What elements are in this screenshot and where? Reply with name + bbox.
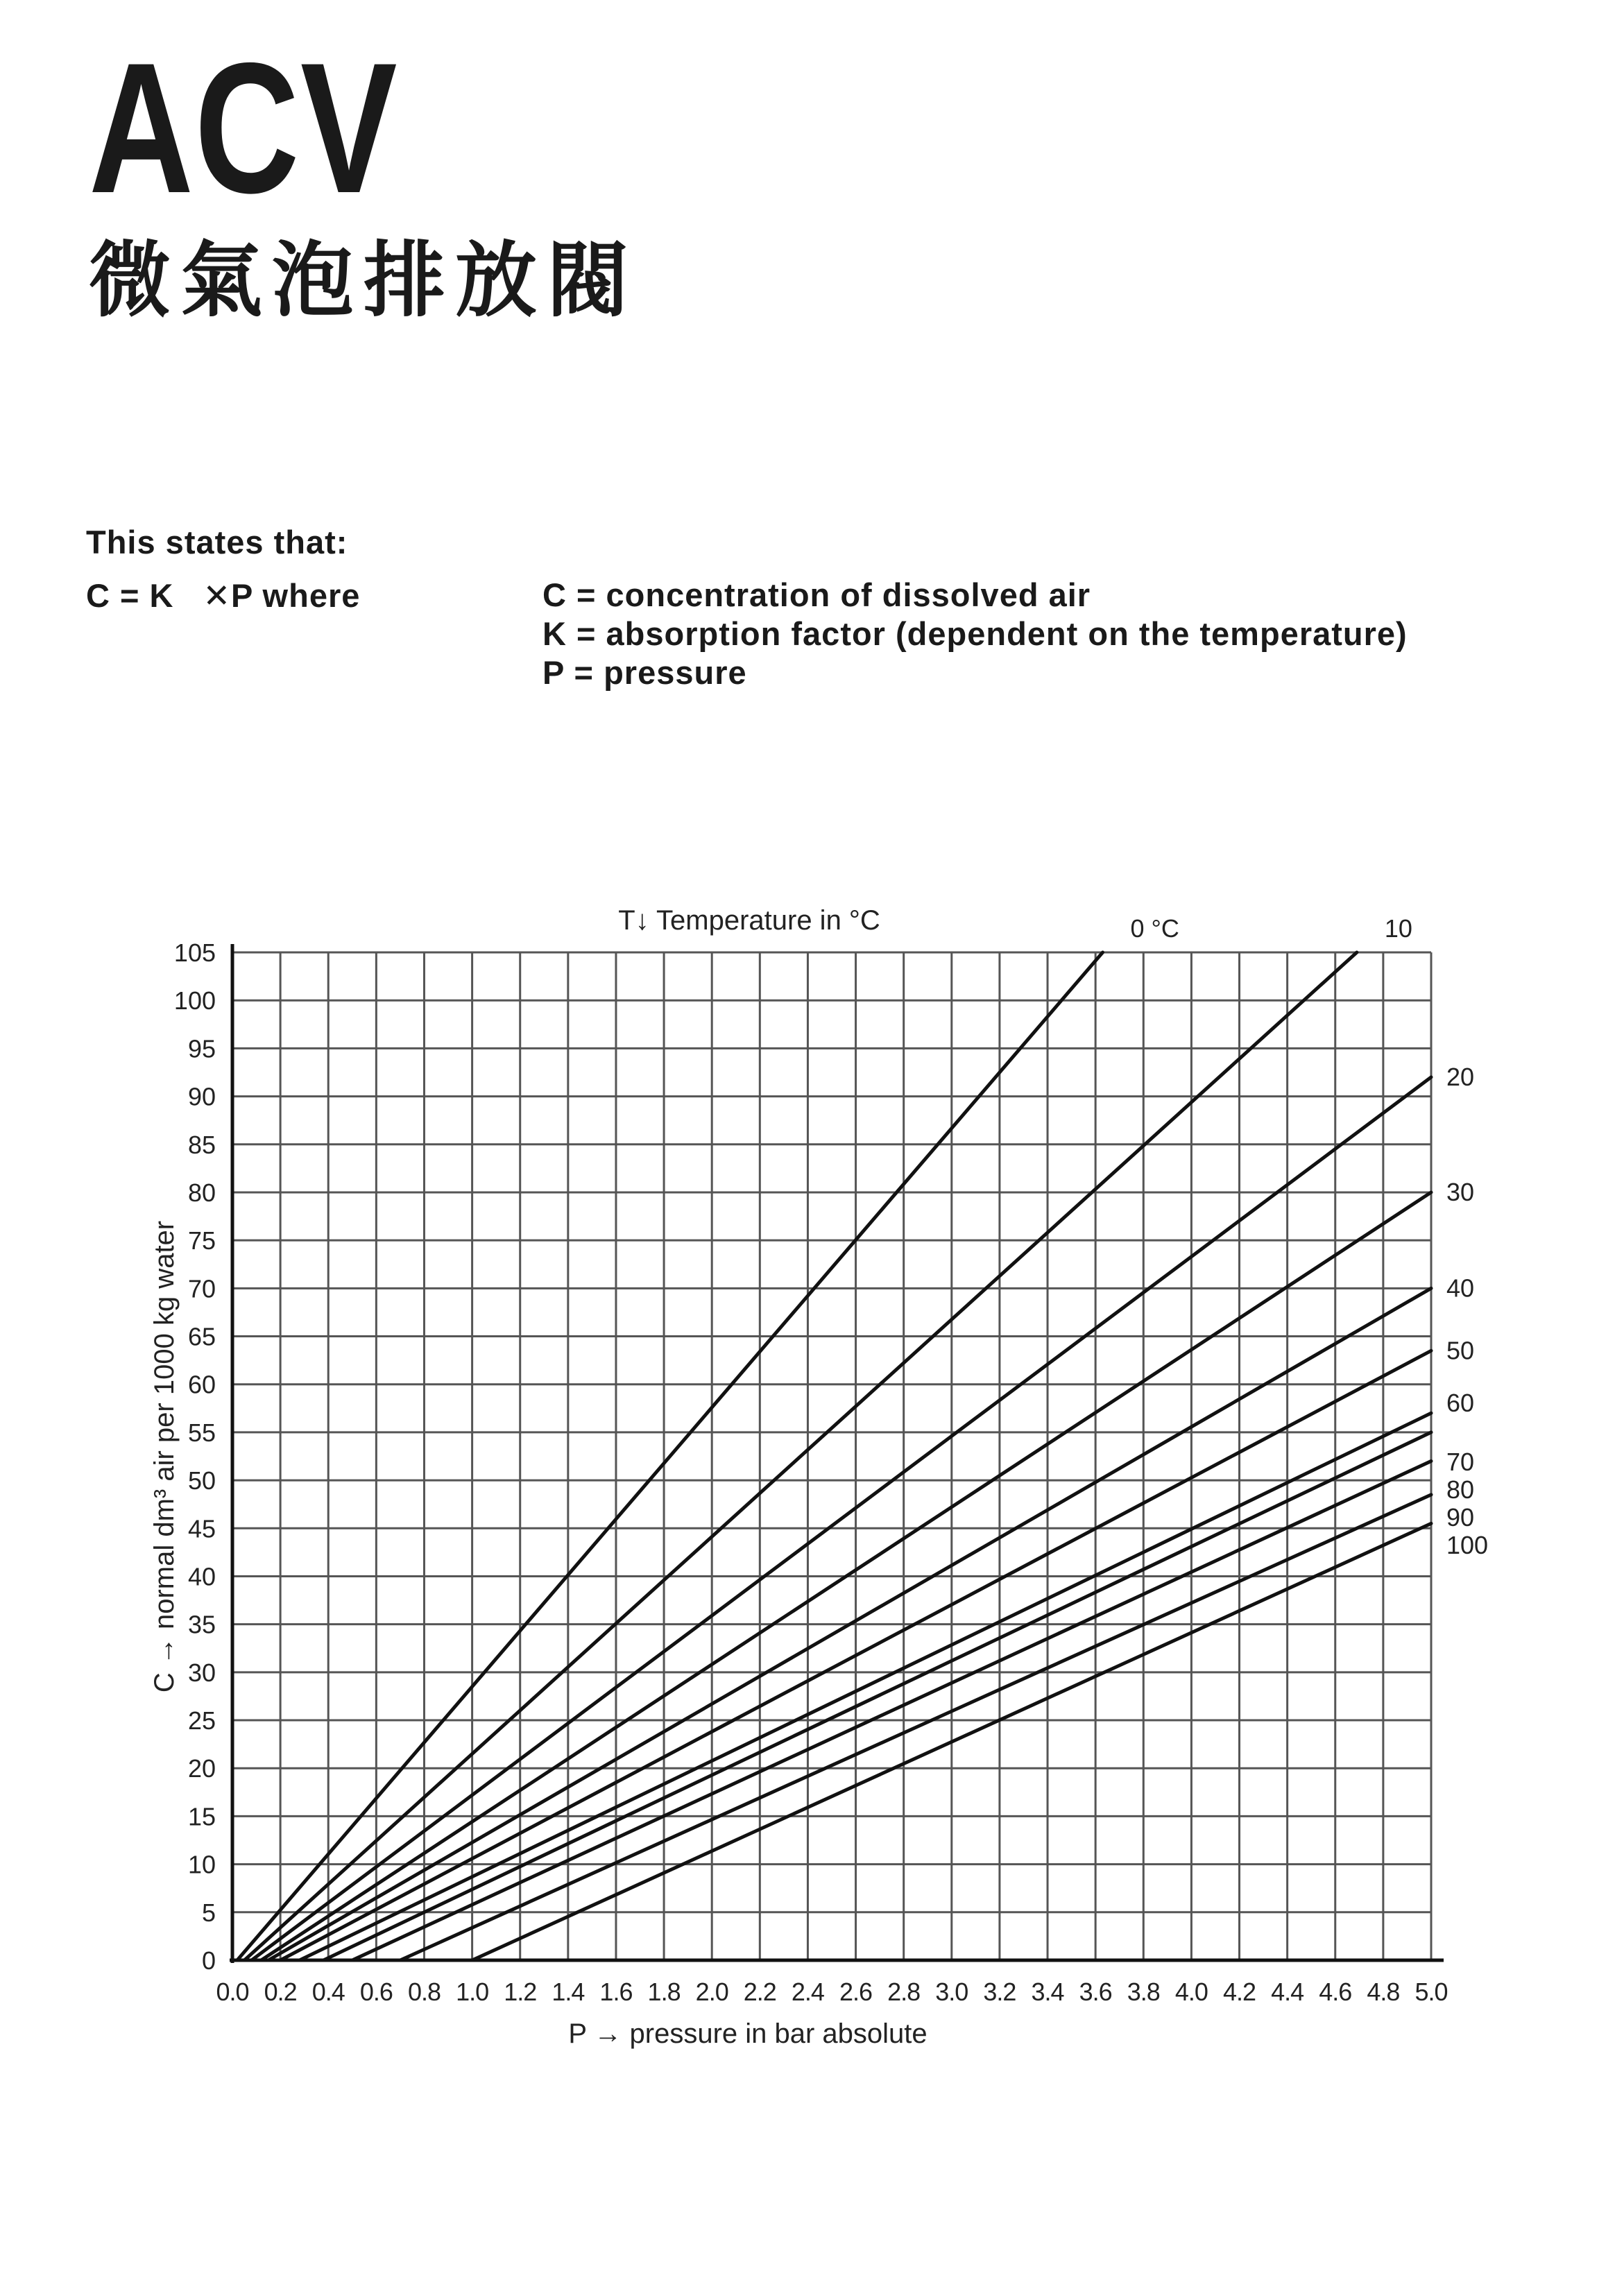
x-tick-label: 2.0	[695, 1978, 728, 2006]
y-tick-label: 5	[201, 1898, 216, 1927]
y-tick-label: 105	[173, 938, 216, 967]
y-tick-label: 90	[187, 1082, 216, 1111]
series-line-0	[237, 952, 1103, 1960]
y-tick-label: 40	[187, 1562, 216, 1591]
y-tick-label: 60	[187, 1370, 216, 1399]
y-tick-label: 30	[187, 1658, 216, 1687]
series-label-9: 90	[1446, 1503, 1475, 1532]
y-tick-label: 35	[187, 1610, 216, 1639]
series-label-7: 70	[1446, 1448, 1475, 1476]
y-tick-label: 10	[187, 1850, 216, 1879]
y-tick-label: 100	[173, 986, 216, 1015]
series-line-8	[352, 1461, 1431, 1960]
page-subtitle: 微氣泡排放閥	[89, 232, 639, 328]
intro-text: This states that:	[86, 524, 348, 560]
series-line-2	[252, 1077, 1431, 1960]
series-label-10: 100	[1446, 1531, 1489, 1559]
series-label-2: 20	[1446, 1062, 1475, 1091]
definition-c: C = concentration of dissolved air	[542, 576, 1091, 613]
series-line-9	[400, 1495, 1431, 1960]
x-tick-label: 4.2	[1222, 1978, 1256, 2006]
x-tick-label: 3.2	[983, 1978, 1016, 2006]
x-tick-label: 0.8	[407, 1978, 441, 2006]
x-tick-label: 3.6	[1079, 1978, 1112, 2006]
x-tick-label: 1.4	[552, 1978, 585, 2006]
x-tick-label: 3.4	[1031, 1978, 1064, 2006]
x-axis-label: P → pressure in bar absolute	[568, 2018, 928, 2049]
x-tick-label: 1.0	[456, 1978, 489, 2006]
definition-k: K = absorption factor (dependent on the temperature)	[542, 615, 1408, 652]
series-label-0: 0 °C	[1130, 914, 1179, 943]
x-tick-label: 4.4	[1271, 1978, 1304, 2006]
x-tick-label: 1.6	[599, 1978, 633, 2006]
y-tick-label: 20	[187, 1754, 216, 1783]
y-tick-label: 65	[187, 1322, 216, 1351]
x-tick-label: 5.0	[1414, 1978, 1448, 2006]
y-tick-label: 45	[187, 1514, 216, 1543]
y-tick-label: 85	[187, 1130, 216, 1159]
x-tick-label: 4.0	[1174, 1978, 1208, 2006]
x-tick-label: 0.6	[359, 1978, 393, 2006]
chart-series	[237, 952, 1431, 1960]
series-line-7	[323, 1432, 1431, 1960]
x-tick-label: 4.6	[1319, 1978, 1352, 2006]
x-tick-label: 0.4	[311, 1978, 345, 2006]
series-label-5: 50	[1446, 1336, 1475, 1365]
y-tick-label: 50	[187, 1466, 216, 1495]
y-tick-label: 15	[187, 1802, 216, 1831]
x-tick-label: 2.4	[791, 1978, 824, 2006]
x-tick-label: 1.8	[647, 1978, 681, 2006]
x-tick-label: 3.0	[935, 1978, 968, 2006]
y-tick-label: 70	[187, 1274, 216, 1303]
y-tick-label: 55	[187, 1418, 216, 1447]
y-tick-label: 75	[187, 1226, 216, 1255]
series-label-3: 30	[1446, 1177, 1475, 1206]
x-tick-label: 4.8	[1367, 1978, 1400, 2006]
x-tick-label: 2.2	[743, 1978, 776, 2006]
series-label-4: 40	[1446, 1274, 1475, 1303]
series-label-6: 60	[1446, 1389, 1475, 1418]
series-label-8: 80	[1446, 1475, 1475, 1504]
chart-title: T↓ Temperature in °C	[618, 905, 880, 936]
y-tick-label: 80	[187, 1178, 216, 1207]
series-line-6	[300, 1413, 1431, 1960]
x-tick-label: 2.6	[839, 1978, 873, 2006]
x-tick-label: 0.2	[264, 1978, 297, 2006]
series-label-1: 10	[1384, 914, 1412, 943]
brand-title: ACV	[89, 24, 399, 232]
y-tick-label: 0	[201, 1946, 216, 1975]
chart-ticks	[174, 938, 1448, 2006]
y-tick-label: 95	[187, 1034, 216, 1063]
y-tick-label: 25	[187, 1706, 216, 1735]
x-tick-label: 2.8	[887, 1978, 921, 2006]
x-tick-label: 3.8	[1127, 1978, 1160, 2006]
x-tick-label: 0.0	[216, 1978, 249, 2006]
definition-p: P = pressure	[542, 654, 747, 691]
formula-text: C = K ✕P where	[86, 577, 361, 614]
y-axis-label: C → normal dm³ air per 1000 kg water	[149, 1220, 180, 1693]
x-tick-label: 1.2	[504, 1978, 537, 2006]
